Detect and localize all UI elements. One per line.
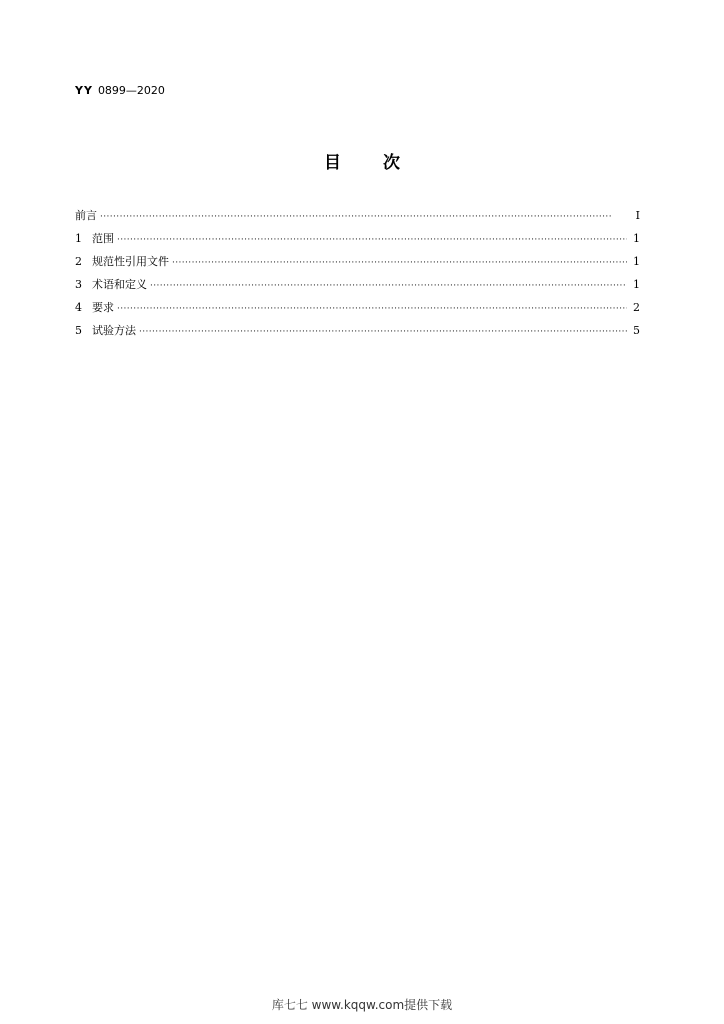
download-source-footer: 库七七 www.kqqw.com提供下载 bbox=[271, 998, 453, 1012]
toc-entry-page: 1 bbox=[633, 255, 640, 268]
toc-entry-test-methods[interactable] bbox=[75, 319, 640, 342]
toc-entry-terms-definitions[interactable] bbox=[75, 273, 640, 296]
toc-entry-foreword[interactable] bbox=[75, 204, 640, 227]
toc-entry-label: 范围 bbox=[92, 232, 114, 245]
toc-entry-label: 前言 bbox=[75, 209, 97, 222]
toc-leader-dots bbox=[139, 321, 627, 342]
standard-number: 0899—2020 bbox=[97, 84, 165, 97]
toc-entry-page: 1 bbox=[633, 232, 640, 245]
toc-entry-requirements[interactable] bbox=[75, 296, 640, 319]
document-code bbox=[75, 84, 165, 97]
toc-entry-scope[interactable] bbox=[75, 227, 640, 250]
toc-entry-label: 要求 bbox=[92, 301, 114, 314]
toc-leader-dots bbox=[117, 298, 627, 319]
toc-leader-dots bbox=[150, 275, 627, 296]
toc-entry-page: Ⅰ bbox=[635, 209, 640, 222]
toc-entry-normative-references[interactable] bbox=[75, 250, 640, 273]
toc-entry-label: 试验方法 bbox=[92, 324, 136, 337]
toc-entry-label: 规范性引用文件 bbox=[92, 255, 169, 268]
toc-entry-number: 2 bbox=[75, 255, 82, 268]
toc-entry-number: 4 bbox=[75, 301, 82, 314]
toc-leader-dots bbox=[100, 206, 628, 227]
page-title: 目次 bbox=[324, 153, 442, 173]
toc-entry-number: 5 bbox=[75, 324, 82, 337]
toc-entry-number: 1 bbox=[75, 232, 82, 245]
toc-entry-page: 5 bbox=[633, 324, 640, 337]
toc-leader-dots bbox=[172, 252, 627, 273]
toc-entry-label: 术语和定义 bbox=[92, 278, 147, 291]
standard-prefix: YY bbox=[75, 84, 93, 97]
toc-entry-number: 3 bbox=[75, 278, 82, 291]
toc-entry-page: 1 bbox=[633, 278, 640, 291]
table-of-contents bbox=[75, 204, 640, 342]
toc-leader-dots bbox=[117, 229, 627, 250]
toc-entry-page: 2 bbox=[633, 301, 640, 314]
